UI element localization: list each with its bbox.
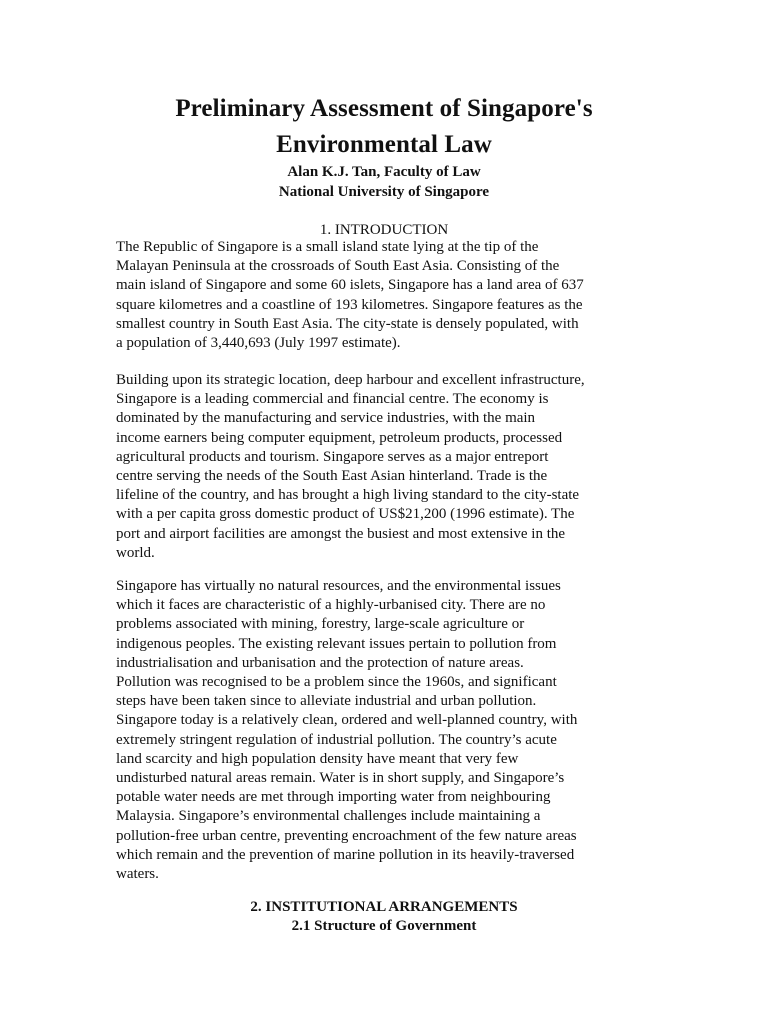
paragraph-line: smallest country in South East Asia. The city-state is densely populated, with xyxy=(116,315,579,332)
paragraph-line: agricultural products and tourism. Singapore serves as a major entreport xyxy=(116,448,549,465)
paragraph-line: The Republic of Singapore is a small island state lying at the tip of the xyxy=(116,239,539,255)
paragraph-line: Singapore today is a relatively clean, ordered and well-planned country, with xyxy=(116,712,578,729)
document-title-line-1: Preliminary Assessment of Singapore's xyxy=(175,95,593,122)
author-name: Alan K.J. Tan, Faculty of Law xyxy=(287,164,481,180)
author-affiliation: National University of Singapore xyxy=(278,184,490,200)
paragraph-line: main island of Singapore and some 60 islets, Singapore has a land area of 637 xyxy=(116,277,584,294)
paragraph-line: a population of 3,440,693 (July 1997 estimate). xyxy=(116,335,401,352)
paragraph-line: problems associated with mining, forestry, large-scale agriculture or xyxy=(116,616,525,633)
paragraph-introduction-1 xyxy=(116,238,676,353)
paragraph-line: Singapore is a leading commercial and financial centre. The economy is xyxy=(116,391,549,408)
paragraph-line: indigenous peoples. The existing relevant issues pertain to pollution from xyxy=(116,635,557,652)
paragraph-line: port and airport facilities are amongst the busiest and most extensive in the xyxy=(116,525,566,542)
paragraph-introduction-3 xyxy=(116,577,676,884)
paragraph-line: lifeline of the country, and has brought a high living standard to the city-state xyxy=(116,487,580,504)
paragraph-line: with a per capita gross domestic product of US$21,200 (1996 estimate). The xyxy=(116,506,575,523)
paragraph-line: extremely stringent regulation of industrial pollution. The country’s acute xyxy=(116,731,557,748)
paragraph-line: centre serving the needs of the South East Asian hinterland. Trade is the xyxy=(116,468,548,485)
paragraph-line: waters. xyxy=(116,866,159,883)
paragraph-line: steps have been taken since to alleviate industrial and urban pollution. xyxy=(116,693,537,710)
paragraph-line: which it faces are characteristic of a highly-urbanised city. There are no xyxy=(116,597,546,614)
paragraph-line: Building upon its strategic location, deep harbour and excellent infrastructure, xyxy=(116,372,585,388)
document-title-line-2: Environmental Law xyxy=(276,131,492,158)
paragraph-line: world. xyxy=(116,544,155,561)
paragraph-line: industrialisation and urbanisation and the protection of nature areas. xyxy=(116,654,524,671)
paragraph-line: square kilometres and a coastline of 193 kilometres. Singapore features as the xyxy=(116,296,583,313)
paragraph-line: pollution-free urban centre, preventing encroachment of the few nature areas xyxy=(116,827,577,844)
paragraph-line: income earners being computer equipment, petroleum products, processed xyxy=(116,429,563,446)
paragraph-line: dominated by the manufacturing and service industries, with the main xyxy=(116,410,536,427)
section-heading-institutional-arrangements: 2. INSTITUTIONAL ARRANGEMENTS xyxy=(250,899,518,915)
paragraph-line: Pollution was recognised to be a problem since the 1960s, and significant xyxy=(116,674,557,691)
section-heading-introduction: 1. INTRODUCTION xyxy=(319,222,449,238)
paragraph-line: Malayan Peninsula at the crossroads of South East Asia. Consisting of the xyxy=(116,258,560,275)
paragraph-line: potable water needs are met through importing water from neighbouring xyxy=(116,789,551,806)
paragraph-line: which remain and the prevention of marine pollution in its heavily-traversed xyxy=(116,846,575,863)
paragraph-line: Malaysia. Singapore’s environmental challenges include maintaining a xyxy=(116,808,541,825)
paragraph-line: land scarcity and high population density have meant that very few xyxy=(116,750,519,767)
subsection-heading-structure-of-government: 2.1 Structure of Government xyxy=(291,918,477,934)
paragraph-line: undisturbed natural areas remain. Water is in short supply, and Singapore’s xyxy=(116,770,565,787)
paragraph-line: Singapore has virtually no natural resources, and the environmental issues xyxy=(116,578,561,594)
paragraph-introduction-2 xyxy=(116,371,676,563)
